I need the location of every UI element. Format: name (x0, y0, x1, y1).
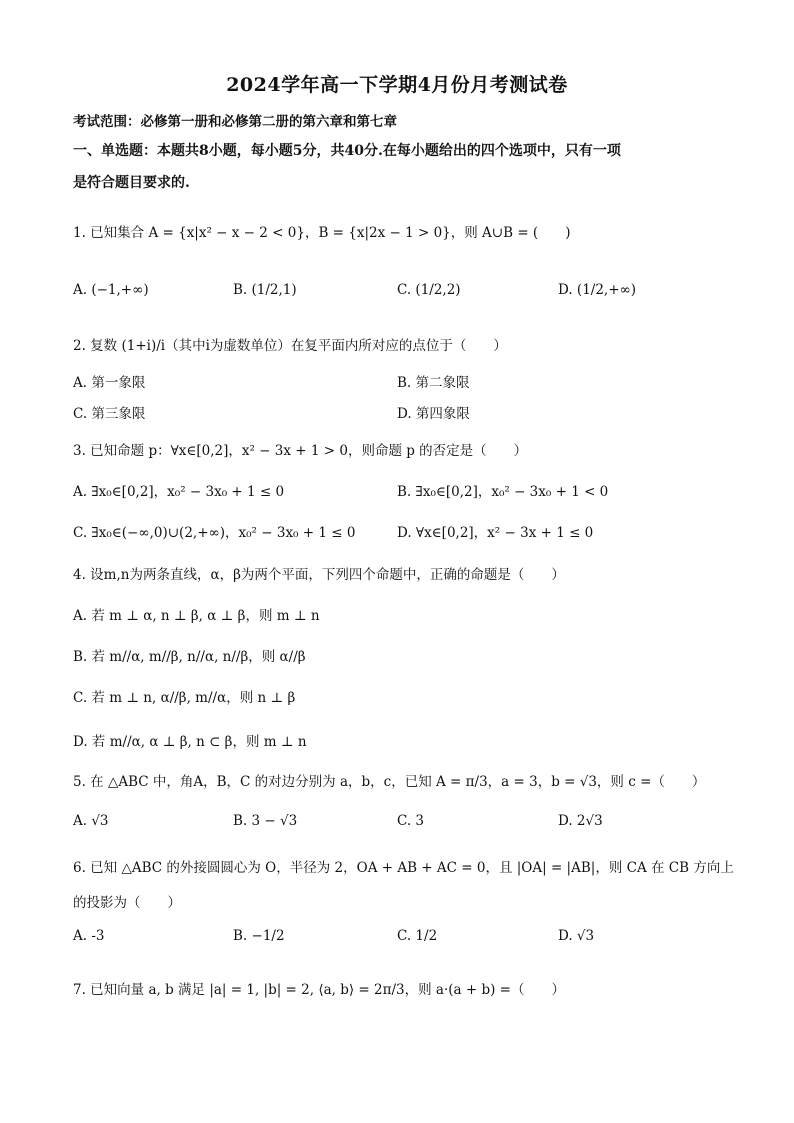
question-6-option-a: A. -3 (73, 928, 105, 944)
section-heading-line1: 一、单选题：本题共8小题，每小题5分，共40分.在每小题给出的四个选项中，只有一项 (73, 143, 621, 159)
question-2-stem: 2. 复数 (1+i)/i（其中i为虚数单位）在复平面内所对应的点位于（ ） (73, 338, 507, 354)
question-3-option-a: A. ∃x₀∈[0,2]，x₀² − 3x₀ + 1 ≤ 0 (73, 484, 285, 500)
question-6-option-d: D. √3 (558, 928, 595, 944)
question-7-stem: 7. 已知向量 a, b 满足 |a| = 1, |b| = 2, ⟨a, b⟩ = 2π/3，则 a·(a + b) =（ ） (73, 982, 565, 998)
question-3-option-d: D. ∀x∈[0,2]，x² − 3x + 1 ≤ 0 (397, 525, 594, 541)
question-2-option-a: A. 第一象限 (73, 375, 146, 391)
question-3-option-b: B. ∃x₀∈[0,2]，x₀² − 3x₀ + 1 < 0 (397, 484, 609, 500)
question-5-option-b: B. 3 − √3 (233, 813, 298, 829)
question-6-option-c: C. 1/2 (397, 928, 438, 944)
question-4-option-b: B. 若 m//α, m//β, n//α, n//β，则 α//β (73, 649, 306, 665)
question-6-option-b: B. −1/2 (233, 928, 285, 944)
question-5-option-a: A. √3 (73, 813, 109, 829)
question-6-stem-continued: 的投影为（ ） (73, 895, 181, 911)
question-4-stem: 4. 设m,n为两条直线，α，β为两个平面，下列四个命题中，正确的命题是（ ） (73, 567, 565, 583)
question-3-option-c: C. ∃x₀∈(−∞,0)∪(2,+∞)，x₀² − 3x₀ + 1 ≤ 0 (73, 525, 356, 541)
question-1-option-b: B. (1/2,1) (233, 282, 297, 298)
question-2-option-c: C. 第三象限 (73, 406, 146, 422)
question-1-option-a: A. (−1,+∞) (73, 282, 149, 298)
question-4-option-c: C. 若 m ⊥ n, α//β, m//α，则 n ⊥ β (73, 690, 296, 706)
question-5-stem: 5. 在 △ABC 中，角A，B，C 的对边分别为 a，b，c，已知 A = π/3，a = 3，b = √3，则 c =（ ） (73, 774, 706, 790)
question-1-option-c: C. (1/2,2) (397, 282, 461, 298)
question-2-option-d: D. 第四象限 (397, 406, 470, 422)
question-5-option-d: D. 2√3 (558, 813, 603, 829)
question-2-option-b: B. 第二象限 (397, 375, 470, 391)
question-1-stem: 1. 已知集合 A = {x|x² − x − 2 < 0}，B = {x|2x − 1 > 0}，则 A∪B = ( ) (73, 225, 571, 241)
question-1-option-d: D. (1/2,+∞) (558, 282, 637, 298)
section-heading-line2: 是符合题目要求的. (73, 175, 190, 191)
exam-title: 2024学年高一下学期4月份月考测试卷 (226, 74, 568, 96)
question-4-option-d: D. 若 m//α, α ⊥ β, n ⊂ β，则 m ⊥ n (73, 734, 307, 750)
question-3-stem: 3. 已知命题 p：∀x∈[0,2]，x² − 3x + 1 > 0，则命题 p 的否定是（ ） (73, 443, 528, 459)
question-5-option-c: C. 3 (397, 813, 425, 829)
question-6-stem: 6. 已知 △ABC 的外接圆圆心为 O，半径为 2，OA + AB + AC = 0，且 |OA| = |AB|，则 CA 在 CB 方向上 (73, 860, 734, 876)
question-4-option-a: A. 若 m ⊥ α, n ⊥ β, α ⊥ β，则 m ⊥ n (73, 608, 320, 624)
exam-scope: 考试范围：必修第一册和必修第二册的第六章和第七章 (73, 114, 397, 130)
